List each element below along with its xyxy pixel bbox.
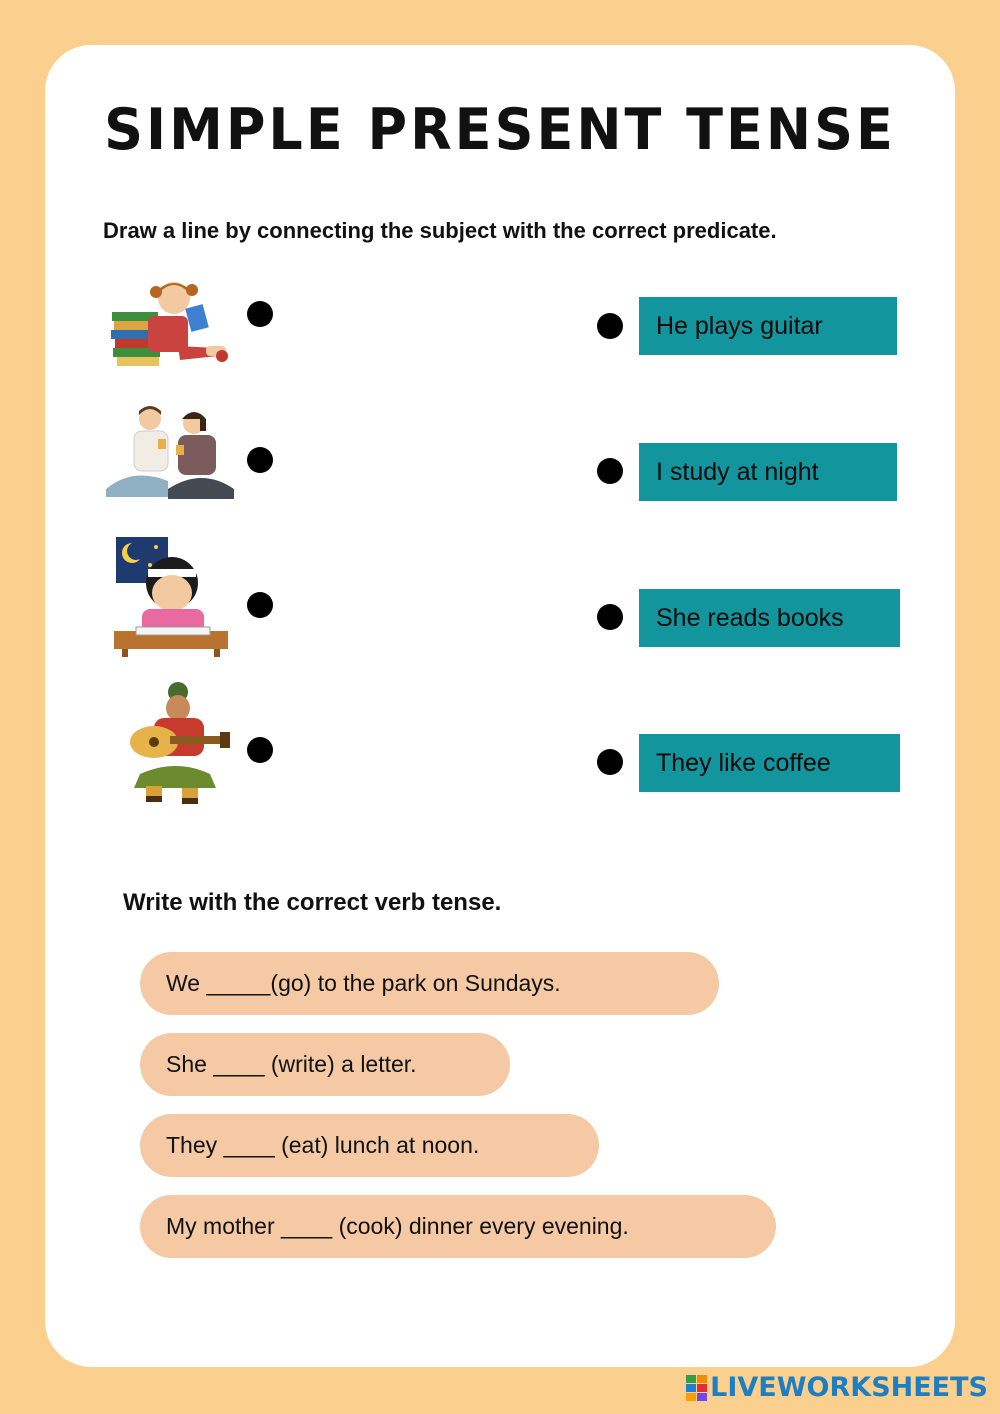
liveworksheets-logo xyxy=(686,1372,988,1403)
sentence-blank-4[interactable]: My mother ____ (cook) dinner every evening. xyxy=(140,1195,776,1258)
sentence-blank-2[interactable]: She ____ (write) a letter. xyxy=(140,1033,510,1096)
sentence-blank-3[interactable]: They ____ (eat) lunch at noon. xyxy=(140,1114,599,1177)
matching-instruction: Draw a line by connecting the subject with the correct predicate. xyxy=(103,218,777,243)
liveworksheets-logo-icon xyxy=(686,1373,708,1403)
predicate-dot-4[interactable] xyxy=(597,749,623,775)
verb-tense-instruction: Write with the correct verb tense. xyxy=(123,889,502,916)
subject-dot-4[interactable] xyxy=(247,737,273,763)
predicate-box-4[interactable]: They like coffee xyxy=(639,734,900,792)
girl-reading-books-icon xyxy=(108,276,232,376)
predicate-dot-1[interactable] xyxy=(597,313,623,339)
predicate-dot-2[interactable] xyxy=(597,458,623,484)
subject-dot-3[interactable] xyxy=(247,592,273,618)
page-title: SIMPLE PRESENT TENSE xyxy=(104,96,896,163)
subject-dot-1[interactable] xyxy=(247,301,273,327)
couple-drinking-coffee-icon xyxy=(102,405,238,505)
predicate-box-2[interactable]: I study at night xyxy=(639,443,897,501)
liveworksheets-logo-text: LIVEWORKSHEETS xyxy=(710,1372,988,1403)
predicate-dot-3[interactable] xyxy=(597,604,623,630)
man-playing-guitar-icon xyxy=(120,678,230,814)
subject-dot-2[interactable] xyxy=(247,447,273,473)
predicate-box-1[interactable]: He plays guitar xyxy=(639,297,897,355)
predicate-box-3[interactable]: She reads books xyxy=(639,589,900,647)
sentence-blank-1[interactable]: We _____(go) to the park on Sundays. xyxy=(140,952,719,1015)
girl-studying-at-night-icon xyxy=(110,535,232,659)
